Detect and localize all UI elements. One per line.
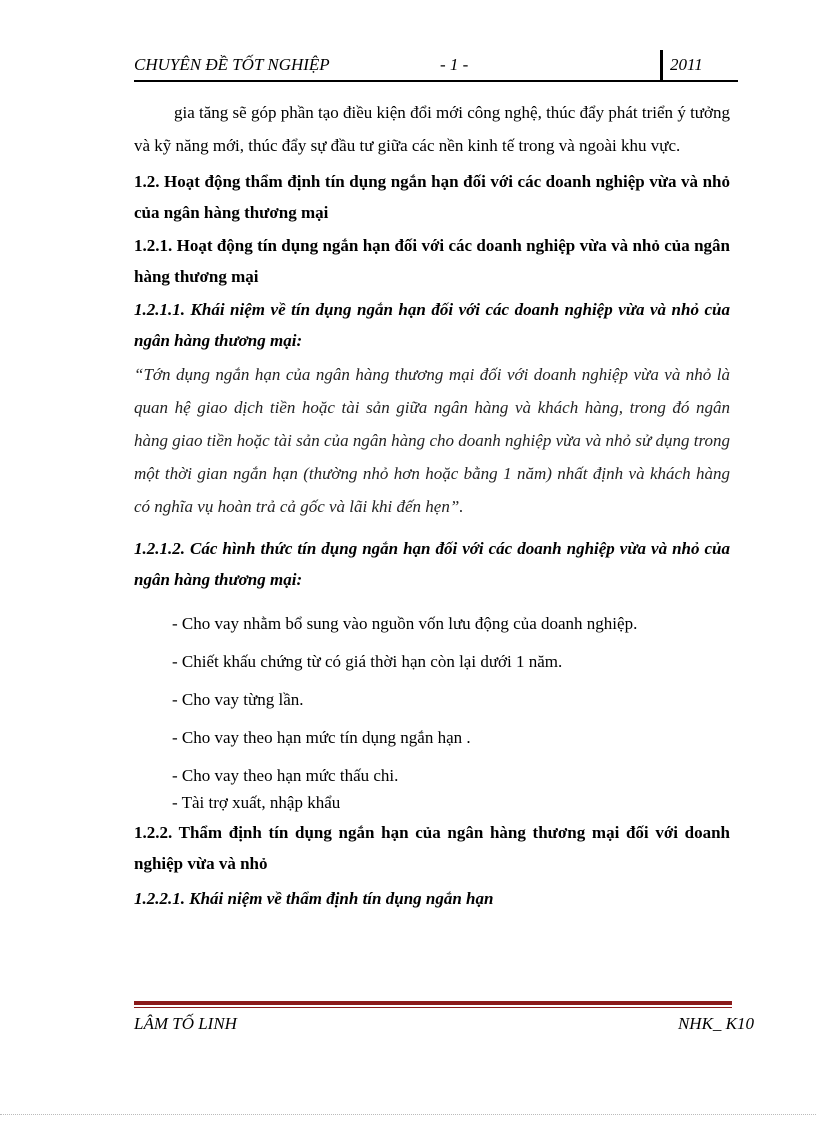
definition-quote: “Tớn dụng ngắn hạn của ngân hàng thương mại đối với doanh nghiệp vừa và nhỏ là quan hệ giao dịch tiền hoặc tài sản giữa ngân hàng và khách hàng, trong đó ngân hàng giao tiền hoặc tài sản của ngân hàng cho doanh nghiệp vừa và nhỏ sử dụng trong một thời gian ngắn hạn (thường nhỏ hơn hoặc bằng 1 năm) nhất định và khách hàng có nghĩa vụ hoàn trả cả gốc và lãi khi đến hẹn”. bbox=[134, 365, 730, 516]
list-item: - Cho vay theo hạn mức tín dụng ngắn hạn . bbox=[172, 728, 471, 747]
list-item: - Cho vay nhằm bổ sung vào nguồn vốn lưu động của doanh nghiệp. bbox=[172, 614, 638, 633]
credit-forms-list bbox=[134, 605, 730, 817]
header-divider bbox=[660, 50, 663, 82]
list-item: - Chiết khấu chứng từ có giá thời hạn còn lại dưới 1 năm. bbox=[172, 652, 563, 671]
footer-class: NHK_ K10 bbox=[677, 1014, 754, 1033]
page-header bbox=[134, 50, 738, 82]
page-edge bbox=[0, 1114, 816, 1115]
header-title: CHUYÊN ĐỀ TỐT NGHIỆP bbox=[134, 55, 330, 74]
heading-1-2-2: 1.2.2. Thẩm định tín dụng ngắn hạn của ngân hàng thương mại đối với doanh nghiệp vừa và nhỏ bbox=[134, 823, 730, 873]
heading-1-2-1-1: 1.2.1.1. Khái niệm về tín dụng ngắn hạn đối với các doanh nghiệp vừa và nhỏ của ngân hàng thương mại: bbox=[134, 300, 730, 350]
heading-1-2-1: 1.2.1. Hoạt động tín dụng ngắn hạn đối với các doanh nghiệp vừa và nhỏ của ngân hàng thương mại bbox=[134, 236, 730, 286]
list-item: - Tài trợ xuất, nhập khẩu bbox=[172, 793, 341, 812]
list-item: - Cho vay theo hạn mức thấu chi. bbox=[172, 766, 399, 785]
document-body bbox=[134, 96, 730, 914]
list-item: - Cho vay từng lần. bbox=[172, 690, 304, 709]
footer-rule-thin bbox=[134, 1007, 732, 1008]
header-page-number: - 1 - bbox=[440, 55, 469, 74]
footer-rule bbox=[134, 1001, 732, 1005]
footer-author: LÂM TỐ LINH bbox=[134, 1014, 237, 1033]
heading-1-2: 1.2. Hoạt động thẩm định tín dụng ngắn hạn đối với các doanh nghiệp vừa và nhỏ của ngân hàng thương mại bbox=[134, 172, 730, 222]
header-rule bbox=[134, 80, 738, 82]
intro-paragraph: gia tăng sẽ góp phần tạo điều kiện đổi mới công nghệ, thúc đẩy phát triển ý tưởng và kỹ năng mới, thúc đẩy sự đầu tư giữa các nền kinh tế trong và ngoài khu vực. bbox=[134, 103, 730, 155]
heading-1-2-2-1: 1.2.2.1. Khái niệm về thẩm định tín dụng ngắn hạn bbox=[134, 889, 494, 908]
header-year: 2011 bbox=[670, 55, 703, 74]
heading-1-2-1-2: 1.2.1.2. Các hình thức tín dụng ngắn hạn đối với các doanh nghiệp vừa và nhỏ của ngân hàng thương mại: bbox=[134, 539, 730, 589]
